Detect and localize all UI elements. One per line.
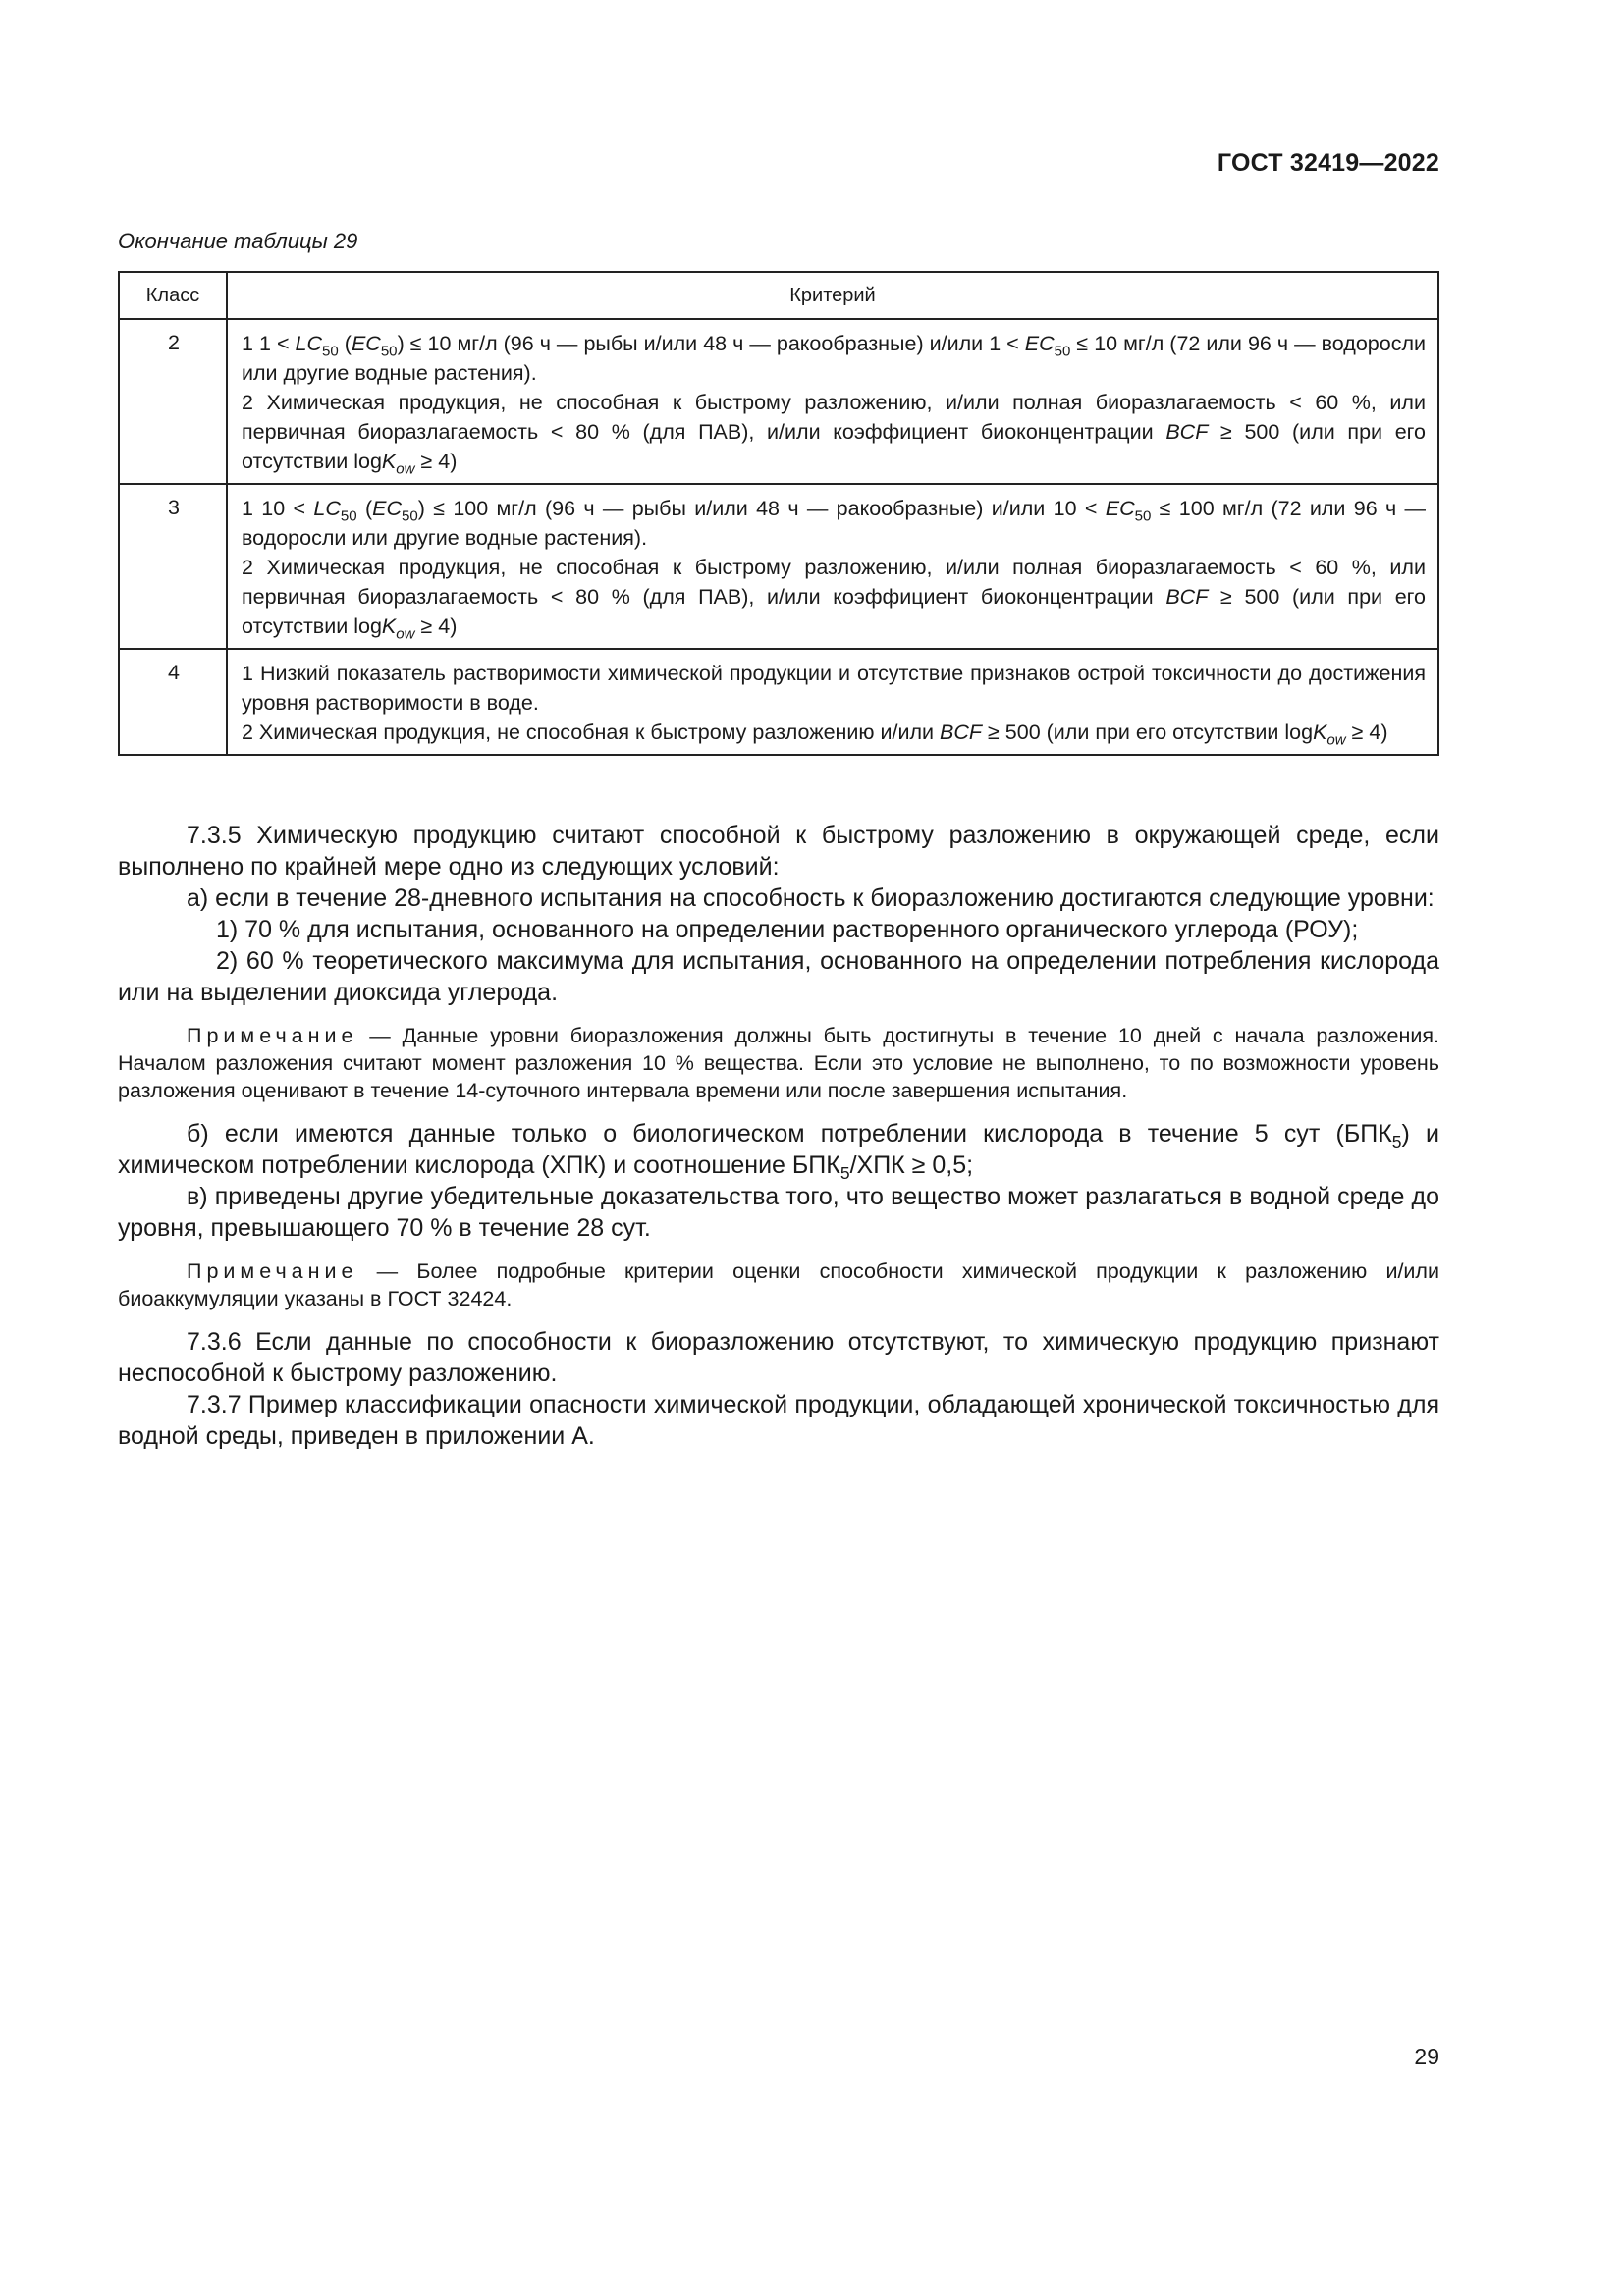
column-header-criterion: Критерий [227, 272, 1438, 319]
criterion-item-2: 2 Химическая продукция, не способная к быстрому разложению, и/или полная биоразлагаемость < 60 %, или первичная биоразлагаемость < 80 % (для ПАВ), и/или коэффициент биоконцентрации BCF ≥ 500 (или при его отсутствии logK$_{ow}$ ≥ 4) [242, 556, 1426, 643]
paragraph-a-1: 1) 70 % для испытания, основанного на определении растворенного органического углерода (РОУ); [216, 916, 1359, 943]
table-row [119, 649, 1438, 755]
paragraph-7-3-5: 7.3.5 Химическую продукцию считают способной к быстрому разложению в окружающей среде, если выполнено по крайней мере одно из следующих условий: [118, 822, 1439, 881]
criterion-cell [227, 484, 1438, 649]
table-row [119, 484, 1438, 649]
paragraph-v: в) приведены другие убедительные доказательства того, что вещество может разлагаться в водной среде до уровня, превышающего 70 % в течение 28 сут. [118, 1183, 1439, 1242]
table-caption: Окончание таблицы 29 [118, 229, 358, 253]
paragraph-7-3-7: 7.3.7 Пример классификации опасности химической продукции, обладающей хронической токсичностью для водной среды, приведен в приложении А. [118, 1391, 1439, 1450]
criterion-item-1: 1 $10 < LC_{50}$ $(EC_{50}) \le 100$ мг/л (96 ч — рыбы и/или 48 ч — ракообразные) и/или $10 < EC_{50} \le 100$ мг/л (72 или 96 ч — водоросли или другие водные растения). [242, 497, 1426, 550]
criterion-cell [227, 649, 1438, 755]
body-text [118, 820, 1439, 1452]
paragraph-a: а) если в течение 28-дневного испытания на способность к биоразложению достигаются следующие уровни: [187, 884, 1435, 912]
criterion-item-1: 1 $1 < LC_{50}$ $(EC_{50}) \le 10$ мг/л (96 ч — рыбы и/или 48 ч — ракообразные) и/или $1 < EC_{50} \le 10$ мг/л (72 или 96 ч — водоросли или другие водные растения). [242, 332, 1426, 385]
class-cell: 2 [119, 319, 227, 484]
criterion-item-2: 2 Химическая продукция, не способная к быстрому разложению и/или BCF ≥ 500 (или при его отсутствии logK$_{ow}$ ≥ 4) [242, 721, 1388, 749]
page-number: 29 [1414, 2044, 1439, 2069]
criteria-table [118, 271, 1439, 756]
class-cell: 3 [119, 484, 227, 649]
table-header-row [119, 272, 1438, 319]
paragraph-a-2: 2) 60 % теоретического максимума для испытания, основанного на определении потребления кислорода или на выделении диоксида углерода. [118, 947, 1439, 1006]
paragraph-7-3-6: 7.3.6 Если данные по способности к биоразложению отсутствуют, то химическую продукцию признают неспособной к быстрому разложению. [118, 1328, 1439, 1387]
note-1: Примечание — Данные уровни биоразложения должны быть достигнуты в течение 10 дней с начала разложения. Началом разложения считают момент разложения 10 % вещества. Если это условие не выполнено, то по возможности уровень разложения оценивают в течение 14-суточного интервала времени или после завершения испытания. [118, 1024, 1439, 1102]
criterion-item-2: 2 Химическая продукция, не способная к быстрому разложению, и/или полная биоразлагаемость < 60 %, или первичная биоразлагаемость < 80 % (для ПАВ), и/или коэффициент биоконцентрации BCF ≥ 500 (или при его отсутствии logK$_{ow}$ ≥ 4) [242, 391, 1426, 478]
class-cell: 4 [119, 649, 227, 755]
table-row [119, 319, 1438, 484]
criterion-cell [227, 319, 1438, 484]
paragraph-b: б) если имеются данные только о биологическом потреблении кислорода в течение 5 сут $(БПК_5)$ и химическом потреблении кислорода (ХПК) и соотношение $БПК_5$/ХПК ≥ 0,5; [118, 1120, 1439, 1184]
note-2: Примечание — Более подробные критерии оценки способности химической продукции к разложению и/или биоаккумуляции указаны в ГОСТ 32424. [118, 1259, 1439, 1310]
column-header-class: Класс [119, 272, 227, 319]
document-id: ГОСТ 32419—2022 [1217, 149, 1439, 177]
criterion-item-1: 1 Низкий показатель растворимости химической продукции и отсутствие признаков острой токсичности до достижения уровня растворимости в воде. [242, 662, 1426, 715]
